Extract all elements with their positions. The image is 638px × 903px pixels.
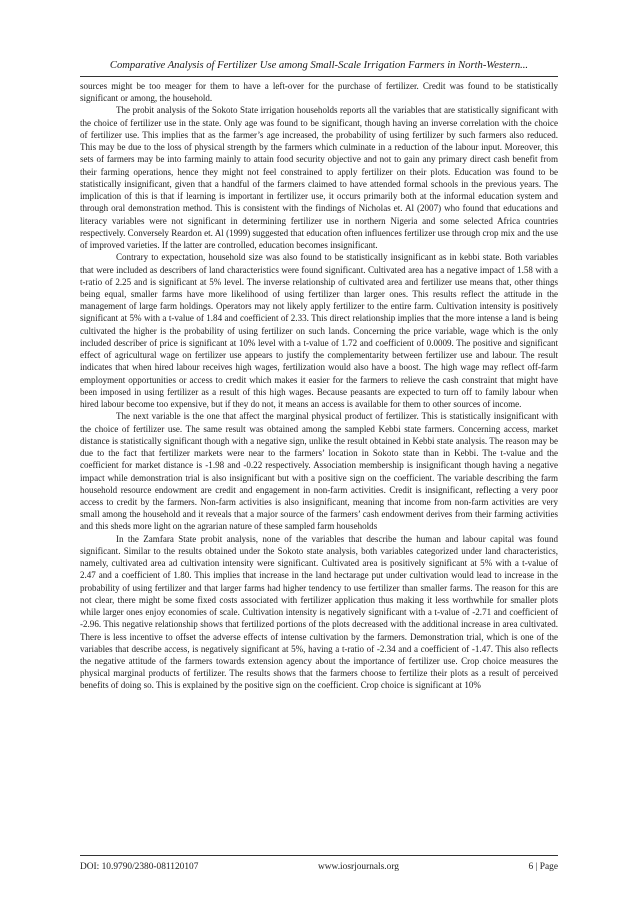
footer-page-number: 6 | Page: [528, 862, 558, 872]
page-footer: [80, 860, 558, 874]
footer-rule: [80, 855, 558, 856]
footer-doi: DOI: 10.9790/2380-081120107: [80, 862, 199, 872]
paragraph-3: Contrary to expectation, household size was also found to be statistically insignificant as in kebbi state. Both variables that were included as describers of land characteristics were found significant. Cultivated area has a negative impact of 1.58 with a t-ratio of 2.25 and is significant at 5% level. The inverse relationship of cultivated area and fertilizer use means that, other things being equal, smaller farms have more likelihood of using fertilizer than larger ones. This results reflect the attitude in the management of large farm holdings. Operators may not likely apply fertilizer to the entire farm. Cultivation intensity is positively significant at 5% with a t-value of 1.84 and coefficient of 2.33. This direct relationship implies that the more intense a land is being cultivated the higher is the probability of using fertilizer on such lands. Concerning the price variable, wage which is the only included describer of price is significant at 10% level with a t-value of 1.72 and coefficient of 0.0009. The positive and significant effect of agricultural wage on fertilizer use appears to justify the complementarity between fertilizer use and labour. The result indicates that when hired labour receives high wages, fertilization would also have a boost. The high wage may reflect off-farm employment opportunities or access to credit which makes it easier for the farmers to relieve the cash constraint that might have been imposed in using fertilizer as a result of this high wages. Because peasants are expected to turn off to family labour when hired labour become too expensive, but if they do not, it means an access is available for them to other sources of income.: [80, 252, 558, 410]
paragraph-2: The probit analysis of the Sokoto State irrigation households reports all the variables that are statistically significant with the choice of fertilizer use in the state. Only age was found to be significant, though having an inverse correlation with the choice of fertilizer use. This implies that as the farmer’s age increased, the probability of using fertilizer by such farmers also reduced. This may be due to the loss of physical strength by the farmers which culminate in a reduction of the labour input. Moreover, this sets of farmers may be into farming mainly to attain food security objective and not to gain any primary direct cash benefit from their farming operations, hence they might not feel constrained to apply fertilizer on their plots. Education was found to be statistically insignificant, given that a handful of the farmers claimed to have attended formal schools in the previous years. The implication of this is that if learning is important in fertilizer use, it occurs primarily both at the informal education system and through oral demonstration method. This is consistent with the findings of Nicholas et. Al (2007) who found that educations and literacy variables were not significant in determining fertilizer use in northern Nigeria and some selected Africa countries respectively. Conversely Reardon et. Al (1999) suggested that education often influences fertilizer use through crop mix and the use of improved varieties. If the latter are controlled, education becomes insignificant.: [80, 105, 558, 251]
footer-website: www.iosrjournals.org: [318, 862, 399, 872]
paragraph-4: The next variable is the one that affect the marginal physical product of fertilizer. This is statistically insignificant with the choice of fertilizer use. The same result was obtained among the sampled Kebbi state farmers. Concerning access, market distance is statistically significant though with a negative sign, unlike the result obtained in Kebbi state analysis. The reason may be due to the fact that fertilizer markets were near to the farmers’ location in Sokoto state than in Kebbi. The t-value and the coefficient for market distance is -1.98 and -0.22 respectively. Association membership is insignificant though having a negative impact while demonstration trial is also insignificant but with a positive sign on the coefficient. The variable describing the farm household resource endowment are credit and engagement in non-farm activities. Credit is insignificant, reflecting a very poor access to credit by the farmers. Non-farm activities is also insignificant, meaning that income from non-farm activities are very small among the household and it reveals that a major source of the farmers’ cash endowment derives from their farming activities and this sheds more light on the agrarian nature of these sampled farm households: [80, 411, 558, 532]
paragraph-1: sources might be too meager for them to have a left-over for the purchase of fertilizer. Credit was found to be statistically significant or among, the household.: [80, 81, 558, 104]
running-header: Comparative Analysis of Fertilizer Use among Small-Scale Irrigation Farmers in North-Western...: [109, 60, 529, 71]
paragraph-5: In the Zamfara State probit analysis, none of the variables that describe the human and labour capital was found significant. Similar to the results obtained under the Sokoto state analysis, both variables categorized under land characteristics, namely, cultivated area ad cultivation intensity were significant. Cultivated area is positively significant at 5% with a t-value of 2.47 and a coefficient of 1.80. This implies that increase in the land hectarage put under cultivation would lead to increase in the probability of using fertilizer and that larger farms had higher tendency to use fertilizer than smaller farms. The reason for this are not clear, there might be some fixed costs associated with fertilizer application thus making it less worthwhile for smaller plots while larger ones enjoy economies of scale. Cultivation intensity is negatively significant with a t-value of -2.71 and coefficient of -2.96. This negative relationship shows that fertilized portions of the plots decreased with the additional increase in area cultivated. There is less incentive to offset the adverse effects of intense cultivation by the farmers. Demonstration trial, which is one of the variables that describe access, is negatively significant at 5%, having a t-ratio of -2.34 and a coefficient of -1.47. This also reflects the negative attitude of the farmers towards extension agency about the importance of fertilizer use. Crop choice measures the physical marginal products of fertilizer. The results shows that the farmers choose to fertilize their plots as a result of perceived benefits of doing so. This is explained by the positive sign on the coefficient. Crop choice is significant at 10%: [80, 533, 558, 691]
body-text: [80, 80, 558, 692]
header-rule: [80, 76, 558, 77]
